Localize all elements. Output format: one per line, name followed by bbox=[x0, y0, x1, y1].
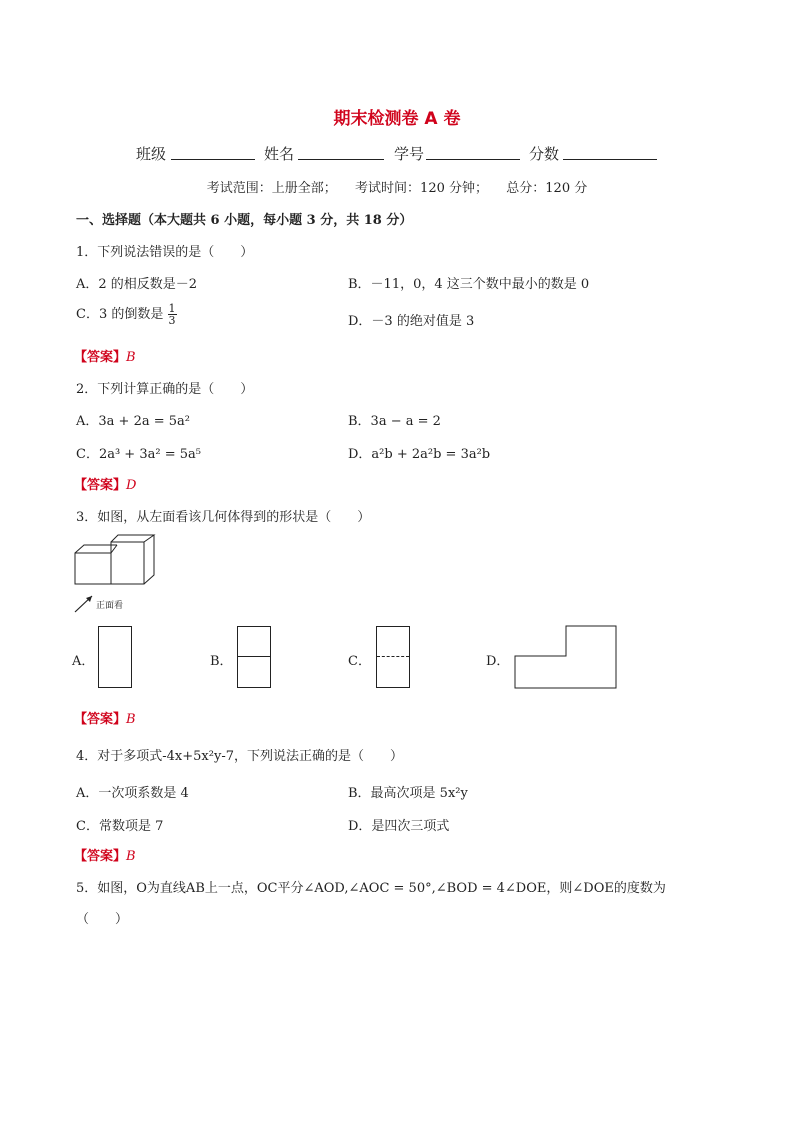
answer-label: 【答案】 bbox=[74, 350, 127, 365]
q4-option-d: D．是四次三项式 bbox=[348, 819, 450, 834]
class-label: 班级 bbox=[136, 145, 167, 163]
q1-option-c-fraction bbox=[168, 303, 177, 326]
q1-option-c bbox=[76, 303, 177, 326]
section-heading: 一、选择题（本大题共 6 小题，每小题 3 分，共 18 分） bbox=[76, 213, 413, 228]
answer-value: B bbox=[126, 712, 136, 727]
q3-option-a-figure bbox=[98, 626, 132, 688]
answer-value: D bbox=[126, 478, 137, 493]
exam-time: 考试时间：120 分钟； bbox=[355, 181, 488, 196]
exam-total: 总分：120 分 bbox=[506, 181, 588, 196]
student-id-field[interactable] bbox=[426, 143, 520, 160]
q5-stem: 5．如图，O为直线AB上一点，OC平分∠AOD,∠AOC = 50°,∠BOD = 4∠DOE，则∠DOE的度数为 bbox=[76, 881, 666, 896]
q1-option-d: D．－3 的绝对值是 3 bbox=[348, 314, 475, 329]
q1-answer bbox=[74, 346, 136, 365]
class-field[interactable] bbox=[171, 143, 255, 160]
q1-option-c-text: C．3 的倒数是 bbox=[76, 307, 164, 322]
q3-option-c-figure bbox=[376, 626, 410, 688]
q3-option-b-figure bbox=[237, 626, 271, 688]
q4-option-c: C．常数项是 7 bbox=[76, 819, 164, 834]
q2-option-c: C．2a³ + 3a² = 5a⁵ bbox=[76, 447, 201, 462]
name-field[interactable] bbox=[298, 143, 384, 160]
answer-value: B bbox=[126, 849, 136, 864]
answer-label: 【答案】 bbox=[74, 849, 127, 864]
q1-option-b: B．－11，0，4 这三个数中最小的数是 0 bbox=[348, 277, 590, 292]
answer-label: 【答案】 bbox=[74, 478, 127, 493]
student-id-label: 学号 bbox=[394, 145, 425, 163]
q3-option-d-figure bbox=[514, 625, 618, 691]
q5-paren: （ ） bbox=[76, 912, 129, 927]
exam-meta bbox=[0, 177, 794, 196]
page-title: 期末检测卷 A 卷 bbox=[333, 109, 461, 129]
name-label: 姓名 bbox=[264, 145, 295, 163]
q1-option-a: A．2 的相反数是－2 bbox=[76, 277, 198, 292]
score-field[interactable] bbox=[563, 143, 657, 160]
score-label: 分数 bbox=[529, 145, 560, 163]
q1-stem: 1．下列说法错误的是（ ） bbox=[76, 245, 254, 260]
q3-option-b-label: B． bbox=[210, 654, 233, 669]
q3-option-c-label: C． bbox=[348, 654, 371, 669]
answer-value: B bbox=[126, 350, 136, 365]
q4-option-a: A．一次项系数是 4 bbox=[76, 786, 189, 801]
q2-option-a: A．3a + 2a = 5a² bbox=[76, 414, 190, 429]
q3-answer bbox=[74, 708, 136, 727]
q3-stem: 3．如图，从左面看该几何体得到的形状是（ ） bbox=[76, 510, 371, 525]
q3-option-a-label: A． bbox=[72, 654, 95, 669]
q2-answer bbox=[74, 474, 136, 493]
exam-scope: 考试范围：上册全部； bbox=[206, 181, 337, 196]
q2-option-b: B．3a − a = 2 bbox=[348, 414, 441, 429]
fraction-denominator: 3 bbox=[168, 314, 176, 327]
q4-stem: 4．对于多项式-4x+5x²y-7，下列说法正确的是（ ） bbox=[76, 749, 403, 764]
front-view-label: 正面看 bbox=[96, 601, 124, 611]
fraction-numerator: 1 bbox=[168, 302, 176, 315]
q2-option-d: D．a²b + 2a²b = 3a²b bbox=[348, 447, 491, 462]
answer-label: 【答案】 bbox=[74, 712, 127, 727]
q3-option-d-label: D． bbox=[486, 654, 510, 669]
q4-option-b: B．最高次项是 5x²y bbox=[348, 786, 468, 801]
q4-answer bbox=[74, 845, 136, 864]
q2-stem: 2．下列计算正确的是（ ） bbox=[76, 382, 254, 397]
